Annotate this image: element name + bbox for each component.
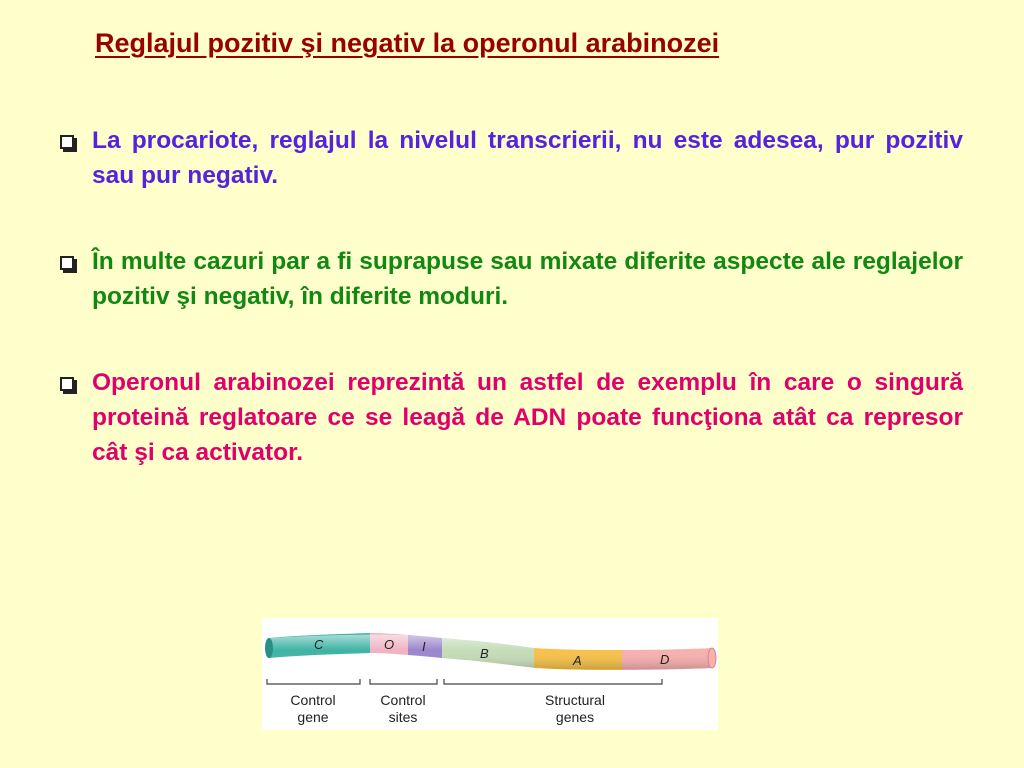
slide-title: Reglajul pozitiv şi negativ la operonul arabinozei — [95, 28, 720, 58]
operon-diagram — [262, 618, 718, 730]
checkbox-bullet-icon — [60, 135, 74, 149]
bullet-item-2 — [60, 244, 963, 314]
group-label-control-sites-2: sites — [388, 709, 418, 725]
group-label-structural-genes-1: Structural — [545, 692, 605, 708]
bullet-list — [60, 123, 963, 470]
strand-start-cap — [265, 638, 273, 658]
bracket-control-gene — [267, 679, 360, 684]
segment-label-o: O — [384, 637, 395, 652]
segment-label-b: B — [480, 646, 489, 661]
bullet-text-1: La procariote, reglajul la nivelul transcrierii, nu este adesea, pur pozitiv sau pur negativ. — [92, 127, 963, 189]
bracket-structural-genes — [444, 679, 662, 684]
segment-label-d: D — [660, 652, 670, 667]
strand-shading — [268, 635, 712, 670]
segment-label-a: A — [573, 653, 582, 668]
bullet-text-2: În multe cazuri par a fi suprapuse sau mixate diferite aspecte ale reglajelor pozitiv şi negativ, în diferite moduri. — [92, 248, 963, 310]
bracket-control-sites — [370, 679, 437, 684]
group-label-control-gene-1: Control — [290, 692, 336, 708]
segment-label-i: I — [422, 639, 426, 654]
group-label-control-sites-1: Control — [380, 692, 426, 708]
bullet-item-1 — [60, 123, 963, 193]
group-label-structural-genes-2: genes — [555, 709, 595, 725]
checkbox-bullet-icon — [60, 377, 74, 391]
bullet-text-3: Operonul arabinozei reprezintă un astfel de exemplu în care o singură proteină reglatoare ce se leagă de ADN poate funcţiona atât ca represor cât şi ca activator. — [92, 369, 963, 466]
segment-label-c: C — [314, 637, 324, 652]
strand-end-cap — [708, 648, 716, 668]
checkbox-bullet-icon — [60, 256, 74, 270]
group-label-control-gene-2: gene — [297, 709, 329, 725]
bullet-item-3 — [60, 365, 963, 470]
